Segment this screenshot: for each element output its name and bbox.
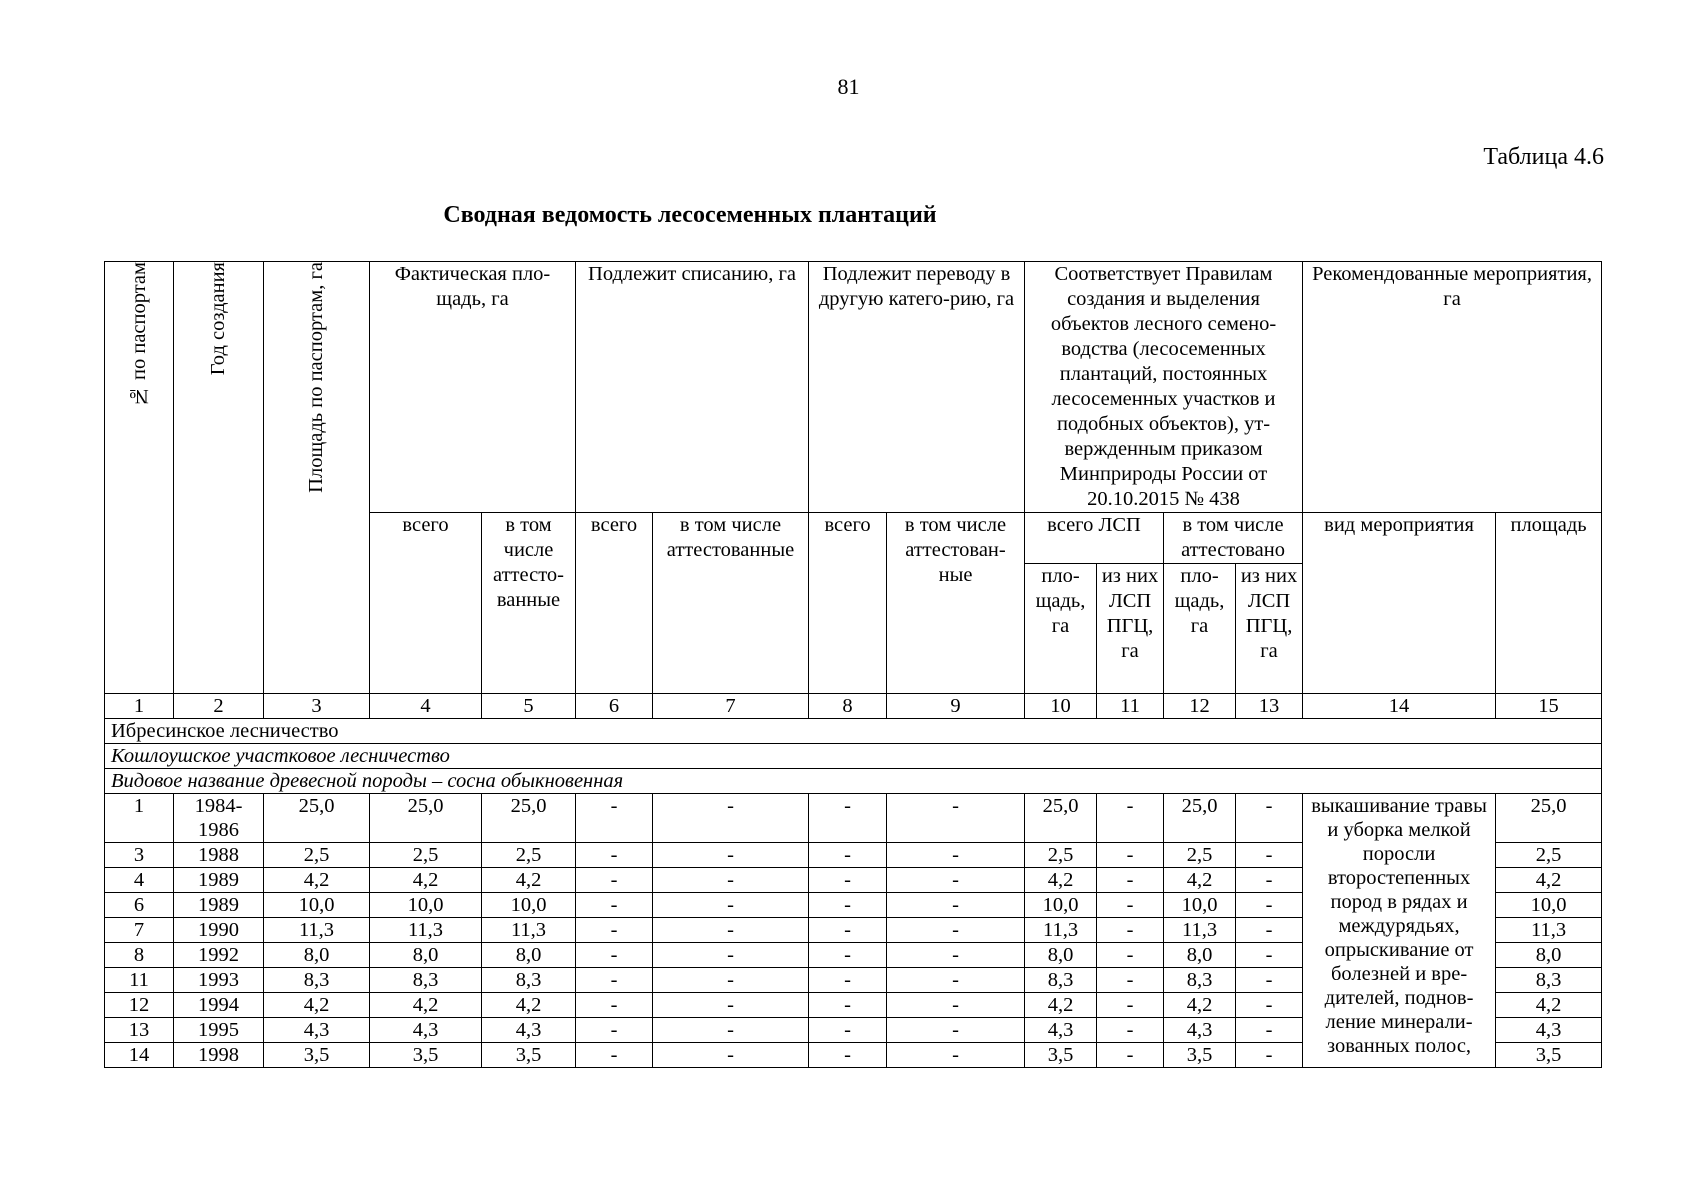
row-transfer-total: - [809,943,887,968]
row-lsp-pgc: - [1097,993,1164,1018]
row-lsp-pgc: - [1097,794,1164,843]
row-lsp-pgc: - [1097,868,1164,893]
section-row-species [105,769,1602,794]
row-certified-pgc: - [1236,868,1303,893]
row-year: 1992 [174,943,264,968]
row-measure-area: 3,5 [1496,1043,1602,1068]
row-actual-certified: 8,0 [482,943,576,968]
row-certified-pgc: - [1236,918,1303,943]
row-actual-total: 8,0 [370,943,482,968]
row-write-off-certified: - [653,1043,809,1068]
column-number: 15 [1496,694,1602,719]
row-transfer-total: - [809,918,887,943]
row-lsp-area: 4,3 [1025,1018,1097,1043]
row-transfer-certified: - [887,968,1025,993]
row-year: 1998 [174,1043,264,1068]
row-measure-area: 25,0 [1496,794,1602,843]
row-transfer-total: - [809,968,887,993]
row-passport-area: 4,3 [264,1018,370,1043]
row-lsp-area: 10,0 [1025,893,1097,918]
row-actual-total: 4,2 [370,993,482,1018]
row-measure-area: 8,3 [1496,968,1602,993]
row-certified-pgc: - [1236,893,1303,918]
row-number: 6 [105,893,174,918]
row-certified-area: 4,2 [1164,993,1236,1018]
forestry-name: Ибресинское лесничество [105,719,1602,744]
table-sections [105,719,1602,794]
header-year-created [174,262,264,694]
row-lsp-area: 2,5 [1025,843,1097,868]
row-certified-area: 3,5 [1164,1043,1236,1068]
row-actual-certified: 4,2 [482,868,576,893]
row-actual-total: 10,0 [370,893,482,918]
row-measure-area: 11,3 [1496,918,1602,943]
row-transfer-total: - [809,1043,887,1068]
row-passport-area: 8,0 [264,943,370,968]
header-total-lsp: всего ЛСП [1025,513,1164,564]
row-transfer-certified: - [887,1043,1025,1068]
row-certified-pgc: - [1236,843,1303,868]
row-write-off-total: - [576,1043,653,1068]
row-number: 11 [105,968,174,993]
section-row-district [105,744,1602,769]
row-transfer-certified: - [887,843,1025,868]
table-header [105,262,1602,719]
row-certified-area: 8,3 [1164,968,1236,993]
row-certified-pgc: - [1236,968,1303,993]
header-write-off-certified: в том числе аттестованные [653,513,809,694]
row-transfer-certified: - [887,993,1025,1018]
header-passport-number-label: № по паспортам [127,262,150,408]
row-certified-area: 25,0 [1164,794,1236,843]
column-number: 5 [482,694,576,719]
row-actual-certified: 2,5 [482,843,576,868]
row-passport-area: 4,2 [264,993,370,1018]
table-body [105,794,1602,1068]
row-year: 1989 [174,868,264,893]
column-number: 9 [887,694,1025,719]
row-lsp-pgc: - [1097,1018,1164,1043]
row-write-off-certified: - [653,794,809,843]
header-write-off-total: всего [576,513,653,694]
row-transfer-certified: - [887,794,1025,843]
header-lsp-pgc: из них ЛСП ПГЦ, га [1097,564,1164,694]
column-number: 2 [174,694,264,719]
measure-description: выкашивание травы и уборка мелкой поросли второстепенных пород в рядах и междурядьях, опрыскивание от болезней и вре-дителей, поднов-ление минерали-зованных полос, [1303,794,1496,1068]
row-number: 8 [105,943,174,968]
row-passport-area: 3,5 [264,1043,370,1068]
row-number: 4 [105,868,174,893]
header-recommended-measures: Рекомендованные мероприятия, га [1303,262,1602,513]
row-actual-total: 8,3 [370,968,482,993]
row-lsp-pgc: - [1097,843,1164,868]
row-certified-pgc: - [1236,1018,1303,1043]
column-number: 11 [1097,694,1164,719]
column-number: 12 [1164,694,1236,719]
row-year: 1995 [174,1018,264,1043]
row-write-off-certified: - [653,893,809,918]
row-write-off-total: - [576,868,653,893]
row-write-off-total: - [576,843,653,868]
header-year-created-label: Год создания [207,262,229,376]
row-measure-area: 10,0 [1496,893,1602,918]
header-actual-area: Фактическая пло-щадь, га [370,262,576,513]
row-write-off-certified: - [653,943,809,968]
row-certified-area: 4,2 [1164,868,1236,893]
row-passport-area: 25,0 [264,794,370,843]
table-row [105,794,1602,843]
row-lsp-area: 8,0 [1025,943,1097,968]
row-write-off-total: - [576,943,653,968]
row-write-off-certified: - [653,1018,809,1043]
header-to-transfer: Подлежит переводу в другую катего-рию, га [809,262,1025,513]
row-lsp-pgc: - [1097,893,1164,918]
header-certified-area: пло-щадь, га [1164,564,1236,694]
row-lsp-area: 25,0 [1025,794,1097,843]
column-number: 3 [264,694,370,719]
row-number: 3 [105,843,174,868]
row-year: 1984-1986 [174,794,264,843]
row-lsp-pgc: - [1097,943,1164,968]
row-lsp-pgc: - [1097,918,1164,943]
row-number: 13 [105,1018,174,1043]
row-passport-area: 4,2 [264,868,370,893]
row-passport-area: 10,0 [264,893,370,918]
row-lsp-area: 11,3 [1025,918,1097,943]
row-lsp-area: 3,5 [1025,1043,1097,1068]
row-write-off-certified: - [653,843,809,868]
row-certified-area: 2,5 [1164,843,1236,868]
row-actual-total: 4,3 [370,1018,482,1043]
row-actual-certified: 3,5 [482,1043,576,1068]
column-number: 13 [1236,694,1303,719]
row-actual-total: 11,3 [370,918,482,943]
row-lsp-area: 4,2 [1025,868,1097,893]
row-write-off-total: - [576,794,653,843]
row-write-off-total: - [576,968,653,993]
header-passport-area-label: Площадь по паспортам, га [305,262,327,493]
row-certified-area: 10,0 [1164,893,1236,918]
row-lsp-area: 4,2 [1025,993,1097,1018]
row-actual-total: 25,0 [370,794,482,843]
row-number: 1 [105,794,174,843]
header-certified-lsp: в том числе аттестовано [1164,513,1303,564]
row-certified-pgc: - [1236,794,1303,843]
row-year: 1989 [174,893,264,918]
row-year: 1990 [174,918,264,943]
column-number: 14 [1303,694,1496,719]
header-actual-total: всего [370,513,482,694]
row-write-off-total: - [576,993,653,1018]
header-complies-rules: Соответствует Правилам создания и выделения объектов лесного семено-водства (лесосеменных плантаций, постоянных лесосеменных участков и подобных объектов), ут-вержденным приказом Минприроды России от 20.10.2015 № 438 [1025,262,1303,513]
header-measure-area: площадь [1496,513,1602,694]
header-transfer-certified: в том числе аттестован-ные [887,513,1025,694]
header-passport-number [105,262,174,694]
header-certified-pgc: из них ЛСП ПГЦ, га [1236,564,1303,694]
header-to-write-off: Подлежит списанию, га [576,262,809,513]
column-number: 6 [576,694,653,719]
header-transfer-total: всего [809,513,887,694]
row-year: 1993 [174,968,264,993]
row-transfer-total: - [809,868,887,893]
row-transfer-certified: - [887,1018,1025,1043]
plantations-table [104,261,1602,1068]
column-number: 4 [370,694,482,719]
page-number: 81 [837,74,860,99]
row-lsp-pgc: - [1097,1043,1164,1068]
row-certified-pgc: - [1236,993,1303,1018]
row-number: 12 [105,993,174,1018]
row-measure-area: 8,0 [1496,943,1602,968]
row-measure-area: 4,2 [1496,993,1602,1018]
row-transfer-total: - [809,993,887,1018]
row-certified-area: 8,0 [1164,943,1236,968]
row-actual-certified: 4,3 [482,1018,576,1043]
header-measure-type: вид мероприятия [1303,513,1496,694]
column-number: 8 [809,694,887,719]
row-passport-area: 11,3 [264,918,370,943]
row-write-off-total: - [576,893,653,918]
row-write-off-certified: - [653,993,809,1018]
row-certified-area: 11,3 [1164,918,1236,943]
district-forestry-name: Кошлоушское участковое лесничество [105,744,1602,769]
column-number: 10 [1025,694,1097,719]
row-number: 14 [105,1043,174,1068]
row-actual-total: 3,5 [370,1043,482,1068]
row-actual-total: 4,2 [370,868,482,893]
row-transfer-certified: - [887,918,1025,943]
row-certified-area: 4,3 [1164,1018,1236,1043]
species-name: Видовое название древесной породы – сосна обыкновенная [105,769,1602,794]
row-year: 1994 [174,993,264,1018]
row-write-off-certified: - [653,968,809,993]
row-actual-certified: 4,2 [482,993,576,1018]
row-transfer-total: - [809,1018,887,1043]
row-measure-area: 4,3 [1496,1018,1602,1043]
row-actual-certified: 10,0 [482,893,576,918]
row-actual-certified: 25,0 [482,794,576,843]
row-passport-area: 2,5 [264,843,370,868]
row-actual-certified: 11,3 [482,918,576,943]
row-certified-pgc: - [1236,1043,1303,1068]
row-transfer-total: - [809,893,887,918]
row-lsp-pgc: - [1097,968,1164,993]
header-passport-area [264,262,370,694]
row-actual-total: 2,5 [370,843,482,868]
document-title: Сводная ведомость лесосеменных плантаций [443,202,937,228]
row-transfer-total: - [809,794,887,843]
row-write-off-total: - [576,1018,653,1043]
row-write-off-certified: - [653,868,809,893]
row-number: 7 [105,918,174,943]
column-number: 1 [105,694,174,719]
row-measure-area: 2,5 [1496,843,1602,868]
header-actual-certified: в том числе аттесто-ванные [482,513,576,694]
row-transfer-certified: - [887,943,1025,968]
column-number: 7 [653,694,809,719]
row-transfer-certified: - [887,893,1025,918]
row-year: 1988 [174,843,264,868]
row-certified-pgc: - [1236,943,1303,968]
row-passport-area: 8,3 [264,968,370,993]
row-actual-certified: 8,3 [482,968,576,993]
row-write-off-total: - [576,918,653,943]
table-caption: Таблица 4.6 [1483,144,1604,170]
row-write-off-certified: - [653,918,809,943]
row-transfer-total: - [809,843,887,868]
row-lsp-area: 8,3 [1025,968,1097,993]
row-transfer-certified: - [887,868,1025,893]
column-numbers-row [105,694,1602,719]
header-lsp-area: пло-щадь, га [1025,564,1097,694]
row-measure-area: 4,2 [1496,868,1602,893]
section-row-forestry [105,719,1602,744]
